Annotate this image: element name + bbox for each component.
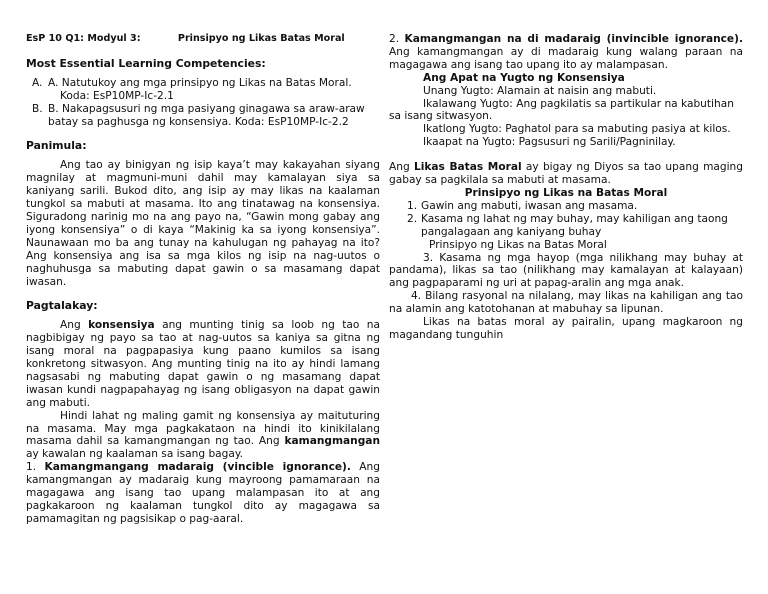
- text-run: Ang: [389, 161, 414, 174]
- competency-text: A. Natutukoy ang mga prinsipyo ng Likas na Batas Moral.: [48, 76, 352, 89]
- yugto-3: Ikatlong Yugto: Paghatol para sa mabuting pasiya at kilos.: [423, 123, 731, 136]
- list-item: [26, 103, 380, 129]
- text-run: ay kawalan ng kaalaman sa isang bagay.: [26, 448, 244, 461]
- competency-code: Koda: EsP10MP-Ic-2.1: [60, 89, 174, 102]
- prinsipyo-item-4: 4. Bilang rasyonal na nilalang, may likas na kahiligan ang tao na alamin ang katotohanan at mabuhay sa lipunan.: [389, 290, 743, 316]
- konsensiya-paragraph: [26, 319, 380, 409]
- pagtalakay-heading: Pagtalakay:: [26, 299, 98, 313]
- term-invincible: Kamangmangan na di madaraig (invincible ignorance).: [404, 33, 743, 45]
- prinsipyo-text: Gawin ang mabuti, iwasan ang masama.: [421, 199, 638, 212]
- vincible-paragraph: [26, 461, 380, 526]
- yugto-4: Ikaapat na Yugto: Pagsusuri ng Sarili/Pagninilay.: [423, 136, 676, 149]
- competencies-heading: Most Essential Learning Competencies:: [26, 56, 266, 70]
- module-label: EsP 10 Q1: Modyul 3:: [26, 33, 141, 44]
- list-marker: 1.: [407, 199, 418, 212]
- term-kamangmangan: kamangmangan: [284, 435, 380, 448]
- prinsipyo-text: Kasama ng lahat ng may buhay, may kahiligan ang taong pangalagaan ang kaniyang buhay: [421, 212, 728, 238]
- prinsipyo-heading: Prinsipyo ng Likas na Batas Moral: [464, 186, 668, 199]
- text-run: 1.: [26, 461, 45, 474]
- prinsipyo-list: [389, 200, 743, 239]
- module-header: [26, 33, 380, 46]
- text-run: ang munting tinig sa loob ng tao na nagbibigay ng payo sa tao at nag-uutos sa kaniya sa gitna ng isang moral na pagpapasiya kung paano kumilos sa isang konkretong sitwasyon. Ang munting tinig na ito ay hindi lamang nagsasabi ng mabuting dapat gawin o ng masamang dapat iwasan kundi nagpapahayag ng isang obligasyon na dapat gawin ang mabuti.: [26, 319, 380, 409]
- panimula-heading: Panimula:: [26, 139, 87, 153]
- yugto-2: Ikalawang Yugto: Ang pagkilatis sa partikular na kabutihan sa isang sitwasyon.: [389, 97, 734, 123]
- text-run: Ang kamangmangan ay madaraig kung mayroong pamamaraan na magagawa ang isang tao upang malampasan ito at ang pagkakaroon ng kaalaman tungkol dito ay magagawa sa pamamagitan ng pagsisikap o pag-aaral.: [26, 461, 380, 525]
- lbm-paragraph: [389, 161, 743, 187]
- prinsipyo-repeat: Prinsipyo ng Likas na Batas Moral: [429, 238, 607, 251]
- text-run: Ang kamangmangan ay di madaraig kung walang paraan na magagawa ang isang tao upang ito ay malampasan.: [389, 45, 743, 71]
- text-run: ay bigay ng Diyos sa tao upang maging gabay sa pagkilala sa mabuti at masama.: [389, 161, 743, 187]
- text-run: Hindi lahat ng maling gamit ng konsensiya ay maituturing na masama. May mga pagkakataon na hindi ito kinikilalang masama dahil sa kamangmangan ng tao. Ang: [26, 409, 380, 448]
- text-run: Ang: [60, 319, 89, 332]
- prinsipyo-item-3: 3. Kasama ng mga hayop (mga nilikhang may buhay at pandama), likas sa tao (nilikhang may kamalayan at kalayaan) ang pagpaparami ng uri at papag-aralin ang mga anak.: [389, 251, 743, 290]
- left-column: [26, 33, 380, 526]
- panimula-paragraph: Ang tao ay binigyan ng isip kaya’t may kakayahan siyang magnilay at magmuni-muni dahil may kamalayan siya sa kaniyang sarili. Bukod dito, ang isip ay may likas na kaalaman tungkol sa mabuti at masama. Ito ang tinatawag na konsensiya. Siguradong narinig mo na ang payo na, “Gawin mong gabay ang iyong konsensiya” o di kaya “Makinig ka sa iyong konsensiya”. Naunawaan mo ba ang tunay na kahulugan ng pahayag na ito? Ang konsensiya ang isa sa mga kilos ng isip na nag-uutos o naghuhusga sa mabuting dapat gawin o sa masamang dapat iwasan.: [26, 159, 380, 288]
- list-marker: 2.: [407, 212, 418, 225]
- kamangmangan-paragraph: [26, 410, 380, 462]
- term-vincible: Kamangmangang madaraig (vincible ignorance).: [44, 461, 351, 474]
- list-marker: B.: [32, 102, 43, 115]
- term-likas-batas-moral: Likas Batas Moral: [413, 161, 522, 174]
- list-marker: A.: [32, 76, 43, 89]
- list-item: [389, 200, 743, 213]
- yugto-heading: Ang Apat na Yugto ng Konsensiya: [423, 71, 625, 84]
- closing-line: Likas na batas moral ay pairalin, upang magkaroon ng magandang tunguhin: [389, 316, 743, 341]
- yugto-1: Unang Yugto: Alamain at naisin ang mabuti.: [423, 84, 657, 97]
- term-konsensiya: konsensiya: [88, 319, 155, 332]
- list-item: [26, 77, 380, 103]
- right-column: [389, 33, 743, 342]
- invincible-paragraph: [389, 33, 743, 72]
- list-item: [389, 213, 743, 239]
- text-run: 2.: [389, 33, 405, 45]
- module-title: Prinsipyo ng Likas Batas Moral: [177, 33, 345, 44]
- competency-text: B. Nakapagsusuri ng mga pasiyang ginagawa sa araw-araw batay sa paghusga ng konsensiya. Koda: EsP10MP-Ic-2.2: [48, 102, 365, 128]
- competencies-list: [26, 77, 380, 129]
